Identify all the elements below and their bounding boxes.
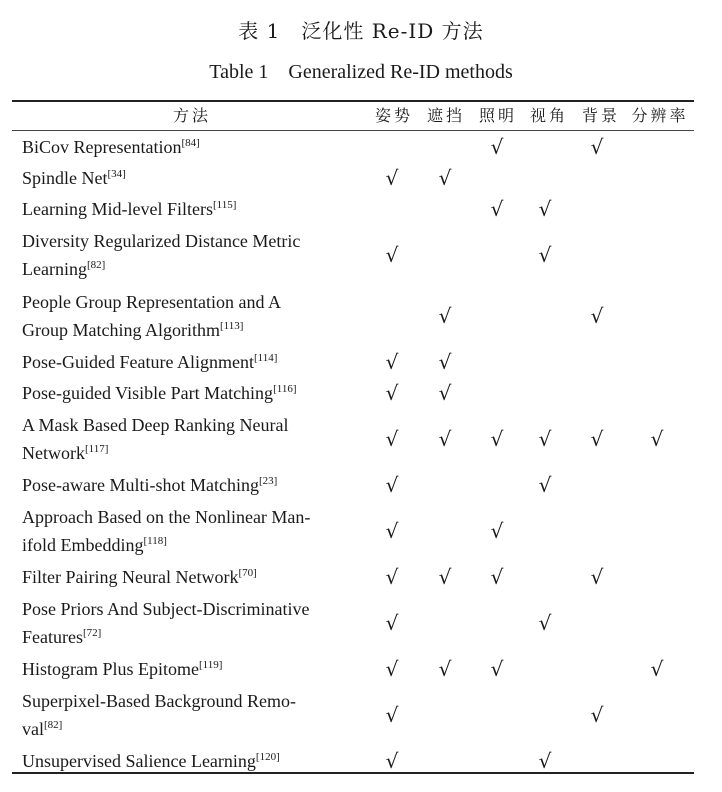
check-mark-icon: √ [490,134,504,159]
citation-ref: [113] [219,319,244,332]
check-mark-icon: √ [438,303,452,328]
table-row [12,346,694,377]
method-line: Histogram Plus Epitome [22,658,199,679]
method-line: A Mask Based Deep Ranking Neural [22,414,289,435]
citation-ref: [114] [253,351,278,364]
method-line: Learning [22,258,87,279]
table-row [12,500,694,561]
citation-ref: [119] [199,658,223,671]
method-cell [22,224,360,285]
method-text [22,655,360,683]
method-text [22,687,360,743]
check-mark-icon: √ [438,656,452,681]
check-mark-icon: √ [538,426,552,451]
header-resolution: 分辨率 [631,106,689,125]
method-text [22,411,360,467]
citation-ref: [84] [181,136,200,149]
method-line: Network [22,442,85,463]
check-mark-icon: √ [385,564,399,589]
citation-ref: [118] [143,534,167,547]
check-mark-icon: √ [538,242,552,267]
check-mark-icon: √ [438,426,452,451]
method-text [22,348,360,376]
check-mark-icon: √ [385,610,399,635]
header-occlusion: 遮挡 [426,106,465,125]
methods-table [12,100,694,775]
check-mark-icon: √ [490,656,504,681]
method-line: Diversity Regularized Distance Metric [22,230,301,251]
table-caption-english: Table 1 Generalized Re-ID methods [209,61,513,83]
method-line: Pose-guided Visible Part Matching [22,382,274,403]
method-line: Filter Pairing Neural Network [22,566,239,587]
method-line: Pose-Guided Feature Alignment [22,351,254,372]
check-mark-icon: √ [490,518,504,543]
table-row [12,408,694,469]
check-mark-icon: √ [385,380,399,405]
citation-ref: [82] [86,258,106,271]
check-mark-icon: √ [438,165,452,190]
method-cell [22,469,360,500]
method-text [22,595,360,651]
citation-ref: [34] [107,167,126,180]
method-text [22,747,360,775]
method-text [22,195,360,223]
check-mark-icon: √ [385,165,399,190]
check-mark-icon: √ [385,702,399,727]
check-mark-icon: √ [490,426,504,451]
table-row [12,131,694,162]
check-mark-icon: √ [385,518,399,543]
method-line: Unsupervised Salience Learning [22,750,256,771]
check-mark-icon: √ [490,196,504,221]
method-line: Spindle Net [22,167,108,188]
table-row [12,653,694,684]
table-row [12,285,694,346]
method-cell [22,561,360,592]
table-row [12,592,694,653]
table-caption-chinese: 表 1 泛化性 Re-ID 方法 [238,19,484,43]
method-line: Pose-aware Multi-shot Matching [22,474,259,495]
table-row [12,193,694,224]
method-text [22,471,360,499]
check-mark-icon: √ [590,564,604,589]
header-method: 方法 [172,106,211,125]
citation-ref: [23] [258,474,278,487]
check-mark-icon: √ [438,380,452,405]
check-mark-icon: √ [590,134,604,159]
method-line: Superpixel-Based Background Remo- [22,690,296,711]
check-mark-icon: √ [385,656,399,681]
check-mark-icon: √ [650,656,664,681]
table-row [12,224,694,285]
method-text [22,379,360,407]
method-text [22,503,360,559]
check-mark-icon: √ [385,472,399,497]
check-mark-icon: √ [385,349,399,374]
citation-ref: [82] [44,718,63,731]
header-pose: 姿势 [374,106,413,125]
method-cell [22,684,360,745]
method-cell [22,285,360,346]
method-cell [22,592,360,653]
method-cell [22,653,360,684]
method-line: Learning Mid-level Filters [22,198,213,219]
method-text [22,563,360,591]
method-cell [22,500,360,561]
method-text [22,227,360,283]
check-mark-icon: √ [538,748,552,773]
method-cell [22,346,360,377]
method-line: Group Matching Algorithm [22,319,220,340]
method-cell [22,131,360,162]
check-mark-icon: √ [538,196,552,221]
check-mark-icon: √ [538,610,552,635]
table-row [12,684,694,745]
citation-ref: [117] [84,442,109,455]
check-mark-icon: √ [590,702,604,727]
method-line: Pose Priors And Subject-Discriminative [22,598,310,619]
method-line: People Group Representation and A [22,291,281,312]
method-cell [22,408,360,469]
check-mark-icon: √ [385,426,399,451]
method-line: ifold Embedding [22,534,144,555]
method-line: BiCov Representation [22,136,182,157]
table-row [12,469,694,500]
table-row [12,162,694,193]
method-cell [22,162,360,193]
table-row [12,561,694,592]
citation-ref: [70] [238,566,257,579]
check-mark-icon: √ [438,564,452,589]
method-line: Features [22,626,83,647]
method-line: Approach Based on the Nonlinear Man- [22,506,311,527]
header-background: 背景 [581,106,620,125]
method-text [22,133,360,161]
table-header-row [12,102,694,130]
check-mark-icon: √ [590,426,604,451]
header-illumination: 照明 [478,106,517,125]
check-mark-icon: √ [385,242,399,267]
method-line: val [22,718,44,739]
citation-ref: [116] [273,382,297,395]
citation-ref: [72] [82,626,102,639]
method-cell [22,193,360,224]
check-mark-icon: √ [490,564,504,589]
check-mark-icon: √ [385,748,399,773]
method-text [22,164,360,192]
check-mark-icon: √ [590,303,604,328]
method-cell [22,377,360,408]
check-mark-icon: √ [538,472,552,497]
table-bottom-rule [12,772,694,774]
check-mark-icon: √ [650,426,664,451]
citation-ref: [120] [255,750,280,763]
citation-ref: [115] [212,198,237,211]
check-mark-icon: √ [438,349,452,374]
table-row [12,377,694,408]
method-text [22,288,360,344]
header-viewpoint: 视角 [529,106,568,125]
